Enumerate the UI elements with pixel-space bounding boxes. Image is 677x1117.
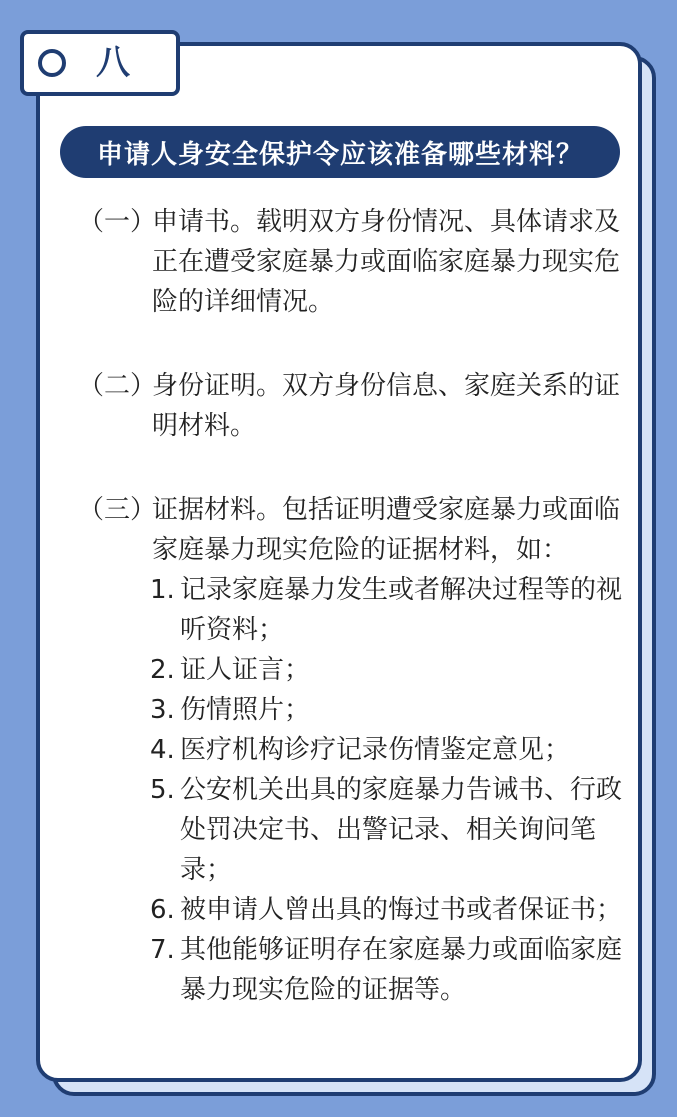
list-text: 公安机关出具的家庭暴力告诫书、行政处罚决定书、出警记录、相关询问笔录；: [180, 775, 623, 885]
list-item: [150, 570, 625, 650]
list-text: 其他能够证明存在家庭暴力或面临家庭暴力现实危险的证据等。: [180, 935, 623, 1005]
title-banner: [60, 126, 620, 178]
section-application: [78, 202, 628, 322]
list-number: 5.: [150, 775, 175, 805]
list-item: [150, 770, 625, 890]
section-number: 八: [96, 43, 130, 83]
section-number-tab: [20, 30, 180, 96]
list-number: 3.: [150, 695, 175, 725]
section-evidence: [78, 490, 628, 570]
section-identity: [78, 366, 628, 446]
section-text: 身份证明。双方身份信息、家庭关系的证明材料。: [152, 371, 621, 441]
section-label: （三）: [78, 495, 157, 525]
section-label: （一）: [78, 207, 157, 237]
list-number: 2.: [150, 655, 175, 685]
section-text: 证据材料。包括证明遭受家庭暴力或面临家庭暴力现实危险的证据材料，如：: [152, 495, 621, 565]
list-text: 医疗机构诊疗记录伤情鉴定意见；: [180, 735, 571, 765]
list-text: 记录家庭暴力发生或者解决过程等的视听资料；: [180, 575, 623, 645]
list-number: 4.: [150, 735, 175, 765]
list-number: 6.: [150, 895, 175, 925]
list-number: 7.: [150, 935, 175, 965]
circle-icon: [38, 49, 66, 77]
section-text: 申请书。载明双方身份情况、具体请求及正在遭受家庭暴力或面临家庭暴力现实危险的详细情况。: [152, 207, 621, 317]
list-item: [150, 890, 625, 930]
list-item: [150, 930, 625, 1010]
page-title: 申请人身安全保护令应该准备哪些材料？: [96, 139, 583, 170]
list-item: [150, 690, 625, 730]
list-text: 证人证言；: [180, 655, 311, 685]
section-label: （二）: [78, 371, 157, 401]
evidence-list: [150, 570, 625, 1010]
list-text: 伤情照片；: [180, 695, 311, 725]
list-text: 被申请人曾出具的悔过书或者保证书；: [180, 895, 623, 925]
list-number: 1.: [150, 575, 175, 605]
list-item: [150, 650, 625, 690]
list-item: [150, 730, 625, 770]
